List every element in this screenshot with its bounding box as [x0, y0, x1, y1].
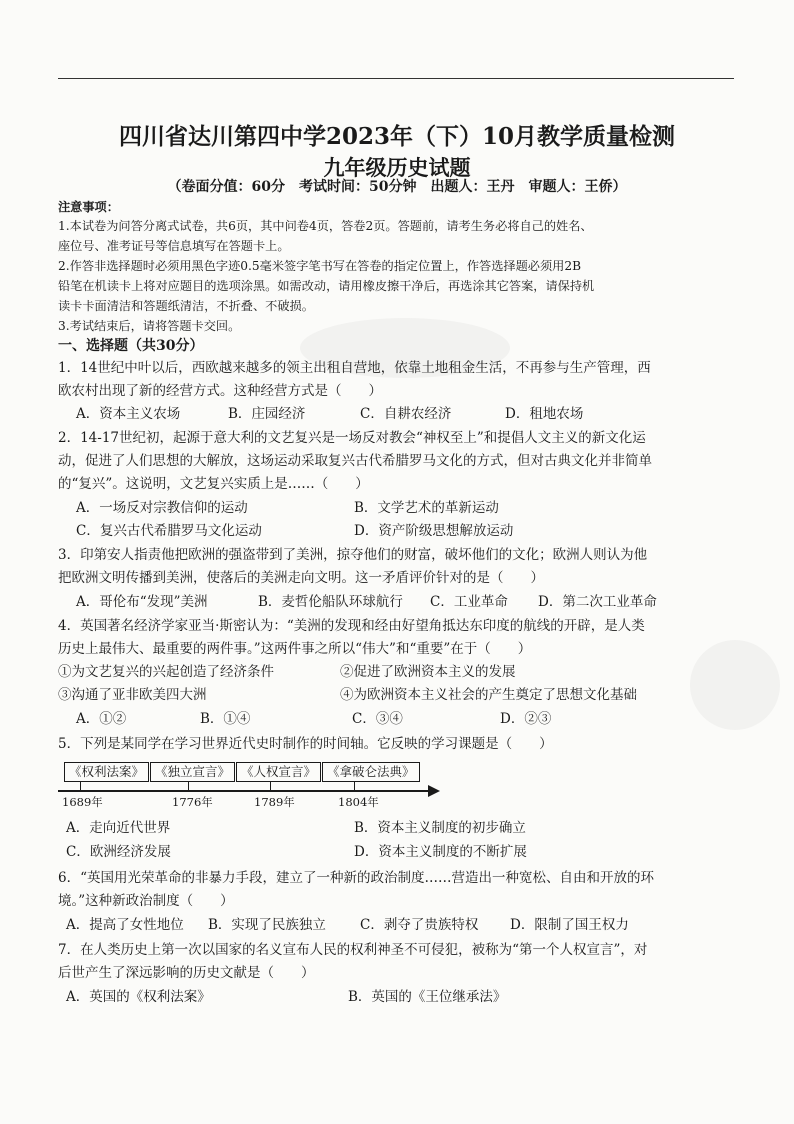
q5-option-b: B．资本主义制度的初步确立	[354, 820, 526, 836]
exam-title: 四川省达川第四中学2023年（下）10月教学质量检测	[118, 123, 676, 150]
q3-option-a: A．哥伦布“发现”美洲	[76, 594, 208, 610]
q3-option-c: C．工业革命	[430, 594, 508, 610]
question-6-text: 境。”这种新政治制度（ ）	[58, 893, 234, 909]
notice-heading: 注意事项：	[58, 200, 119, 214]
q6-option-b: B．实现了民族独立	[208, 917, 326, 933]
q5-option-d: D．资本主义制度的不断扩展	[354, 844, 527, 860]
question-2-text: 动，促进了人们思想的大解放，这场运动采取复兴古代希腊罗马文化的方式，但对古典文化并非简单	[58, 453, 652, 469]
question-5-text: 5．下列是某同学在学习世界近代史时制作的时间轴。它反映的学习课题是（ ）	[58, 736, 553, 752]
question-7-text: 后世产生了深远影响的历史文献是（ ）	[58, 965, 315, 981]
q2-option-d: D．资产阶级思想解放运动	[354, 523, 514, 539]
q1-option-c: C．自耕农经济	[360, 406, 452, 422]
timeline-arrow-icon	[428, 785, 440, 797]
q3-option-d: D．第二次工业革命	[538, 594, 657, 610]
timeline-tick	[270, 781, 271, 790]
q4-statement-3: ③沟通了亚非欧美四大洲	[58, 687, 207, 703]
notice-line: 铅笔在机读卡上将对应题目的选项涂黑。如需改动，请用橡皮擦干净后，再选涂其它答案，请保持机	[58, 279, 595, 293]
timeline-doc: 《权利法案》	[64, 762, 149, 782]
q4-statement-4: ④为欧洲资本主义社会的产生奠定了思想文化基础	[340, 687, 637, 703]
question-1-text: 1．14世纪中叶以后，西欧越来越多的领主出租自营地，依靠土地租金生活，不再参与生产管理，西	[58, 360, 651, 376]
notice-line: 2.作答非选择题时必须用黑色字迹0.5毫米签字笔书写在答卷的指定位置上，作答选择题必须用2B	[58, 259, 582, 273]
timeline-axis	[58, 790, 430, 792]
q1-option-b: B．庄园经济	[228, 406, 306, 422]
question-6-text: 6．“英国用光荣革命的非暴力手段，建立了一种新的政治制度……营造出一种宽松、自由和开放的环	[58, 870, 654, 886]
timeline-tick	[80, 781, 81, 790]
q6-option-d: D．限制了国王权力	[510, 917, 629, 933]
timeline-year: 1689年	[62, 795, 103, 809]
q4-option-b: B．①④	[200, 711, 251, 727]
question-7-text: 7．在人类历史上第一次以国家的名义宣布人民的权利神圣不可侵犯，被称为“第一个人权宣言”，对	[58, 942, 648, 958]
q7-option-b: B．英国的《王位继承法》	[348, 989, 507, 1005]
q1-option-d: D．租地农场	[505, 406, 584, 422]
notice-line: 读卡卡面清洁和答题纸清洁，不折叠、不破损。	[58, 299, 314, 313]
q6-option-c: C．剥夺了贵族特权	[360, 917, 479, 933]
q4-option-d: D．②③	[500, 711, 552, 727]
q1-option-a: A．资本主义农场	[76, 406, 181, 422]
timeline-doc: 《拿破仑法典》	[322, 762, 420, 782]
question-4-text: 历史上最伟大、最重要的两件事。”这两件事之所以“伟大”和“重要”在于（ ）	[58, 641, 532, 657]
timeline-year: 1789年	[254, 795, 295, 809]
section-heading: 一、选择题（共30分）	[58, 338, 204, 354]
q4-option-a: A．①②	[76, 711, 127, 727]
timeline-tick	[354, 781, 355, 790]
question-4-text: 4．英国著名经济学家亚当·斯密认为：“美洲的发现和经由好望角抵达东印度的航线的开辟，是人类	[58, 618, 645, 634]
timeline-year: 1776年	[172, 795, 213, 809]
timeline-year: 1804年	[338, 795, 379, 809]
q6-option-a: A．提高了女性地位	[66, 917, 184, 933]
question-3-text: 3．印第安人指责他把欧洲的强盗带到了美洲，掠夺他们的财富，破坏他们的文化；欧洲人则认为他	[58, 547, 648, 563]
q3-option-b: B．麦哲伦船队环球航行	[258, 594, 403, 610]
timeline-tick	[188, 781, 189, 790]
question-2-text: 的“复兴”。这说明，文艺复兴实质上是……（ ）	[58, 476, 369, 492]
q2-option-b: B．文学艺术的革新运动	[354, 500, 499, 516]
q5-timeline	[58, 762, 448, 810]
notice-line: 3.考试结束后，请将答题卡交回。	[58, 319, 241, 333]
q2-option-c: C．复兴古代希腊罗马文化运动	[76, 523, 262, 539]
notice-line: 1.本试卷为问答分离式试卷，共6页，其中问卷4页，答卷2页。答题前，请考生务必将自己的姓名、	[58, 219, 593, 233]
notice-line: 座位号、准考证号等信息填写在答题卡上。	[58, 239, 290, 253]
scan-smudge	[690, 640, 780, 730]
q7-option-a: A．英国的《权利法案》	[66, 989, 211, 1005]
top-rule	[58, 78, 734, 79]
question-2-text: 2．14-17世纪初，起源于意大利的文艺复兴是一场反对教会“神权至上”和提倡人文主义的新文化运	[58, 430, 646, 446]
q4-option-c: C．③④	[352, 711, 403, 727]
q2-option-a: A．一场反对宗教信仰的运动	[76, 500, 248, 516]
q4-statement-2: ②促进了欧洲资本主义的发展	[340, 664, 516, 680]
exam-meta: （卷面分值：60分 考试时间：50分钟 出题人：王丹 审题人：王侨）	[167, 179, 627, 195]
q5-option-a: A．走向近代世界	[66, 820, 171, 836]
timeline-doc: 《独立宣言》	[150, 762, 235, 782]
question-1-text: 欧农村出现了新的经营方式。这种经营方式是（ ）	[58, 383, 382, 399]
q5-option-c: C．欧洲经济发展	[66, 844, 171, 860]
exam-subtitle: 九年级历史试题	[323, 155, 471, 180]
timeline-doc: 《人权宣言》	[236, 762, 321, 782]
q4-statement-1: ①为文艺复兴的兴起创造了经济条件	[58, 664, 274, 680]
question-3-text: 把欧洲文明传播到美洲，使落后的美洲走向文明。这一矛盾评价针对的是（ ）	[58, 570, 544, 586]
